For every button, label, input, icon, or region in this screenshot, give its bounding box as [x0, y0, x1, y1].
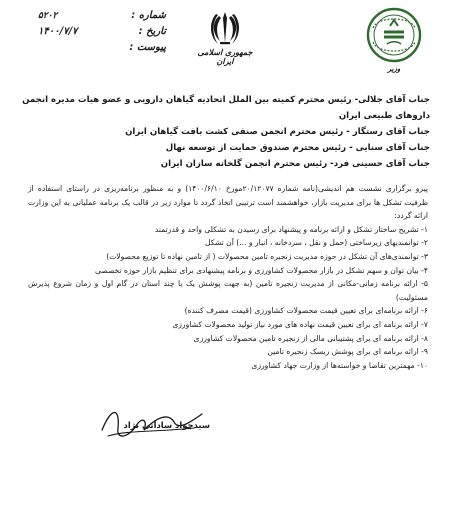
list-item: ۶- ارائه برنامه‌ای برای تعیین قیمت محصولات کشاورزی (قیمت مصرف کننده)	[184, 306, 428, 316]
list-item: ۱- تشریح ساختار تشکل و ارائه برنامه و پیشنهاد برای رسیدن به تشکلی واحد و قدرتمند	[154, 224, 428, 234]
number-row	[16, 10, 166, 26]
iran-emblem-icon	[208, 10, 242, 46]
list-item: ۷- ارائه برنامه ای برای تعیین قیمت نهاده های مورد نیاز تولید محصولات کشاورزی	[172, 319, 428, 329]
attachment-row	[16, 42, 166, 58]
list-item: ۲- توانمندیهای زیرساختی (حمل و نقل ، سردخانه ، انبار و ...) آن تشکل	[204, 238, 428, 248]
ministry-seal-icon	[363, 6, 425, 64]
attachment-label: پیوست :	[129, 42, 166, 53]
iran-emblem	[190, 10, 260, 66]
recipient-line: جناب آقای سنایی - رئیس محترم صندوق حمایت از توسعه نهال	[165, 143, 430, 153]
recipient-line: داروهای طبیعی ایران	[338, 111, 430, 121]
minister-title: وزیر	[387, 65, 401, 73]
signatory-name: سیدجواد ساداتی نژاد	[123, 420, 210, 430]
country-name: جمهوری اسلامی ایران	[197, 48, 253, 66]
number-value: ۵۲۰۲	[38, 11, 58, 21]
intro-paragraph: پیرو برگزاری نشست هم اندیشی(نامه شماره ۲۰/۱۲۰۷۷مورخ ۱۴۰۰/۶/۱۰) و به منظور برنامه‌ریزی در راستای استفاده از ظرفیت تشکل ها برای مدیریت بازار، خواهشمند است ترتیبی اتخاذ گردد تا موارد زیر در قالب یک برنامه عملیاتی به این وزارت ارائه گردد:	[28, 184, 428, 221]
recipient-line: جناب آقای رستگار - رئیس محترم انجمن صنفی کشت بافت گیاهان ایران	[125, 127, 430, 137]
date-value: ۱۴۰۰/۷/۷	[38, 26, 78, 37]
date-row	[16, 26, 166, 42]
recipient-line: جناب آقای حسینی فرد- رئیس محترم انجمن گلخانه سازان ایران	[160, 159, 430, 169]
number-label: شماره :	[131, 10, 166, 21]
letter-body	[28, 182, 428, 372]
list-item: ۴- بیان توان و سهم تشکل در بازار محصولات کشاورزی و برنامه پیشنهادی برای تنظیم بازار حوزه تخصصی	[95, 265, 428, 275]
ministry-logo	[358, 6, 430, 73]
list-item: ۹- ارائه برنامه ای برای پوشش ریسک زنجیره تامین	[267, 347, 428, 357]
recipients-block	[22, 92, 430, 172]
list-item: ۸- ارائه برنامه ای برای پشتیبانی مالی از زنجیره تامین محصولات کشاورزی	[193, 333, 428, 343]
date-label: تاریخ :	[138, 26, 166, 37]
list-item: ۱۰- مهمترین تقاضا و خواسته‌ها از وزارت جهاد کشاورزی	[251, 360, 428, 370]
recipient-line: جناب آقای جلالی- رئیس محترم کمیته بین الملل اتحادیه گیاهان دارویی و عضو هیات مدیره انجمن	[22, 95, 430, 105]
list-item: ۳- توانمندی‌های آن تشکل در حوزه مدیریت زنجیره تامین محصولات ( از تامین نهاده تا توزیع محصولات)	[106, 251, 428, 261]
list-item: ۵- ارائه برنامه زمانی-مکانی از مدیریت زنجیره تامین (به جهت پوشش یک یا چند استان در گام اول و زمان شروع پذیرش مسئولیت)	[28, 279, 428, 302]
letter-metadata	[16, 10, 166, 58]
